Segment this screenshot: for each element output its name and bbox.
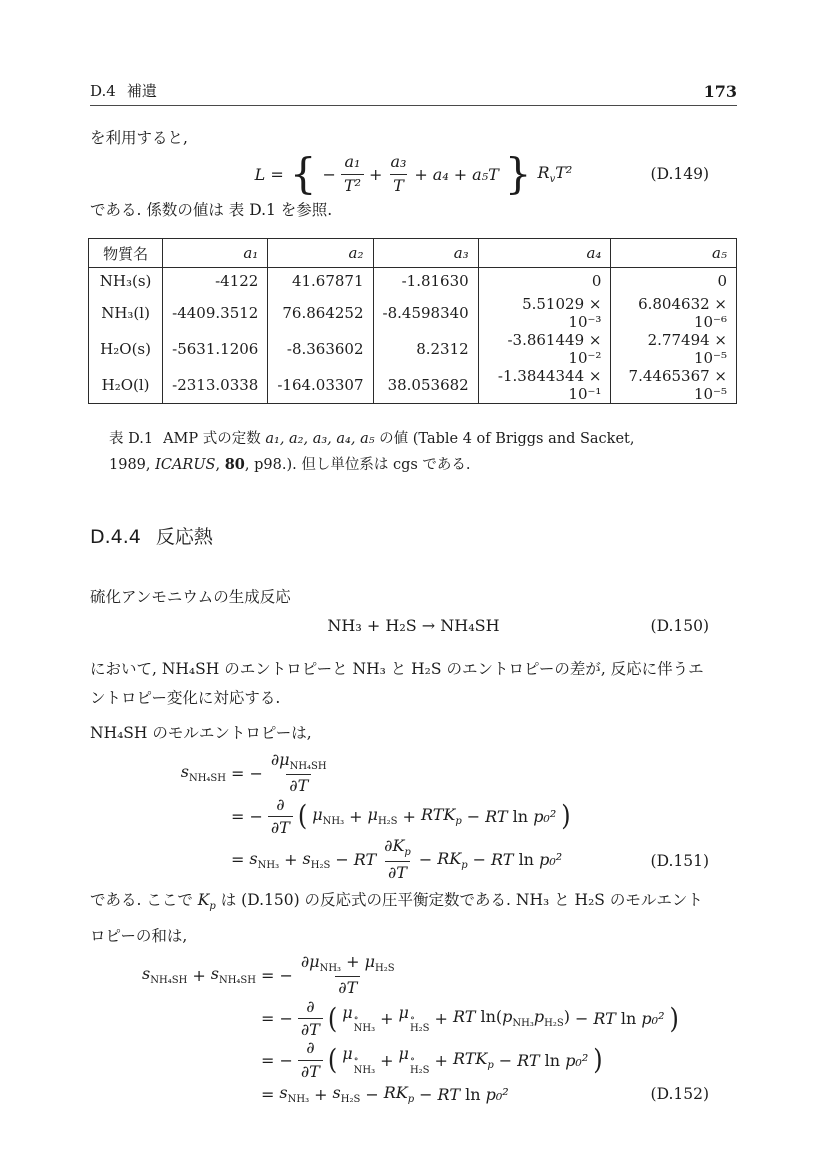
equation-151 bbox=[90, 751, 737, 883]
equals-minus: = − bbox=[261, 1009, 293, 1028]
term-RKp: $RK_p$ bbox=[383, 1083, 415, 1106]
table-cell: 5.51029 × 10⁻³ bbox=[478, 295, 611, 331]
section-heading-title: 反応熱 bbox=[155, 525, 213, 548]
term-sNH3: $s_{NH_3}$ bbox=[279, 1083, 310, 1106]
table-cell: H₂O(l) bbox=[101, 375, 150, 394]
table-cell: 41.67871 bbox=[268, 268, 373, 295]
equals-minus: = − bbox=[261, 1050, 293, 1070]
table-cell: 6.804632 × 10⁻⁶ bbox=[611, 295, 737, 331]
term-RTlnp0: RT ln p₀² bbox=[485, 806, 557, 826]
term-mu0-NH3: μ ∘ NH₃ bbox=[342, 1002, 376, 1034]
table-header-row bbox=[89, 239, 737, 268]
paragraph-line: ントロピー変化に対応する. bbox=[90, 688, 281, 707]
term-RTlnp0: RT ln p₀² bbox=[491, 850, 563, 870]
caption-text: AMP 式の定数 bbox=[163, 430, 266, 447]
term-RKp: $RK_p$ bbox=[437, 848, 468, 871]
table-header-cell: a₄ bbox=[478, 239, 611, 268]
equation-line bbox=[90, 998, 737, 1040]
right-brace: } bbox=[504, 149, 532, 198]
table-header-cell: 物質名 bbox=[89, 239, 163, 268]
fraction-d-dT: $\frac{\partial}{\partial T}$ bbox=[298, 1039, 323, 1081]
minus-sign: − bbox=[472, 850, 487, 870]
table-cell: NH₃(l) bbox=[101, 303, 150, 322]
table-cell: 8.2312 bbox=[373, 331, 478, 367]
equation-152 bbox=[90, 953, 737, 1108]
section-name: 補遺 bbox=[126, 82, 157, 100]
term-RTlnp0: RT ln p₀² bbox=[517, 1050, 589, 1070]
paragraph-line: ロピーの和は, bbox=[90, 926, 188, 945]
section-heading-number: D.4.4 bbox=[90, 525, 141, 548]
minus-sign: − bbox=[418, 850, 433, 870]
table-caption bbox=[90, 426, 737, 478]
equation-number: (D.151) bbox=[650, 852, 709, 871]
paragraph-kp bbox=[90, 886, 737, 950]
fraction-a1-T2: $\frac{\text{a₁}}{\text{T²}}$ bbox=[341, 153, 364, 195]
plus-sign: + bbox=[192, 965, 206, 985]
term-a4: a₄ bbox=[432, 164, 449, 184]
right-paren: ) bbox=[669, 1002, 679, 1035]
fraction-d-dT: $\frac{\partial}{\partial T}$ bbox=[298, 998, 323, 1040]
plus-sign: + bbox=[434, 1009, 448, 1028]
term-RTlnp0: RT ln p₀² bbox=[593, 1009, 665, 1028]
table-cell: -1.81630 bbox=[373, 268, 478, 295]
minus-sign: − bbox=[574, 1009, 589, 1028]
eq149-lhs: L = bbox=[254, 164, 284, 184]
plus-sign: + bbox=[284, 850, 298, 870]
reaction-formula: NH₃ + H₂S → NH₄SH bbox=[327, 616, 500, 635]
equals-sign: = bbox=[261, 1084, 275, 1104]
minus-sign: − bbox=[322, 164, 336, 184]
fraction-dmu-dT: $\frac{\partial\mu_{NH_4SH}}{\partial T}$ bbox=[270, 749, 327, 796]
table-header-cell: a₂ bbox=[268, 239, 373, 268]
paragraph-reaction: 硫化アンモニウムの生成反応 bbox=[90, 587, 291, 606]
table-cell: 0 bbox=[478, 268, 611, 295]
equals-sign: = bbox=[231, 850, 245, 870]
table-header-cell: a₁ bbox=[163, 239, 268, 268]
paragraph-intro: を利用すると, bbox=[90, 129, 188, 147]
paragraph-line: において, NH₄SH のエントロピーと NH₃ と H₂S のエントロピーの差が, 反応に伴うエ bbox=[90, 659, 704, 678]
equation-number: (D.152) bbox=[650, 1085, 709, 1104]
table-cell: NH₃(s) bbox=[99, 272, 152, 291]
plus-sign: + bbox=[414, 164, 428, 184]
equation-150 bbox=[90, 613, 737, 639]
term-RTKp: $RTK_p$ bbox=[452, 1049, 494, 1072]
fraction-d-dT: $\frac{\partial}{\partial T}$ bbox=[268, 796, 293, 838]
equation-149 bbox=[90, 150, 737, 198]
table-cell: -8.4598340 bbox=[373, 295, 478, 331]
caption-text: , bbox=[215, 456, 225, 473]
caption-year: 1989, bbox=[109, 456, 156, 473]
minus-sign: − bbox=[498, 1050, 513, 1070]
term-RTKp: $RTK_p$ bbox=[420, 805, 462, 828]
lhs-sNH4SH: $s_{NH_4SH}$ bbox=[210, 963, 256, 987]
table-cell: 38.053682 bbox=[373, 367, 478, 404]
table-cell: 76.864252 bbox=[268, 295, 373, 331]
paragraph-entropy bbox=[90, 655, 737, 713]
plus-sign: + bbox=[434, 1050, 448, 1070]
table-cell: 2.77494 × 10⁻⁵ bbox=[611, 331, 737, 367]
page-header bbox=[90, 80, 737, 106]
paragraph-line: である. ここで $K_p$ は (D.150) の反応式の圧平衡定数である. NH₃ と H₂S のモルエント bbox=[90, 891, 703, 913]
page-number: 173 bbox=[703, 82, 737, 101]
term-mu-NH3: $\mu_{NH_3}$ bbox=[312, 805, 345, 828]
caption-text: の値 (Table 4 of Briggs and Sacket, bbox=[374, 430, 635, 447]
term-mu0-H2S: μ ∘ H₂S bbox=[398, 1002, 430, 1034]
right-paren: ) bbox=[593, 1044, 603, 1077]
minus-sign: − bbox=[335, 850, 349, 870]
term-a5T: a₅T bbox=[472, 164, 499, 184]
fraction-dKp-dT: $\frac{\partial K_p}{\partial T}$ bbox=[384, 836, 411, 883]
term-sNH3: $s_{NH_3}$ bbox=[249, 848, 280, 871]
caption-journal: ICARUS bbox=[155, 456, 216, 473]
equation-number: (D.150) bbox=[650, 616, 709, 635]
minus-sign: − bbox=[466, 806, 481, 826]
table-row bbox=[89, 268, 737, 295]
table-cell: -4122 bbox=[163, 268, 268, 295]
term-RTln-pp: RT $\ln(p_{NH_3}p_{H_2S})$ bbox=[452, 1007, 570, 1030]
plus-sign: + bbox=[402, 806, 416, 826]
equals-minus: = − bbox=[231, 806, 263, 826]
plus-sign: + bbox=[314, 1084, 328, 1104]
term-sH2S: $s_{H_2S}$ bbox=[332, 1083, 361, 1106]
equation-line bbox=[90, 751, 737, 796]
fraction-dmusum-dT: $\frac{\partial\mu_{NH_3} + \mu_{H_2S}}{\partial T}$ bbox=[300, 951, 395, 998]
lhs-sNH4SH: $s_{NH_4SH}$ bbox=[180, 761, 226, 785]
caption-label: 表 D.1 bbox=[109, 430, 154, 447]
equation-line bbox=[90, 1039, 737, 1081]
table-cell: -8.363602 bbox=[268, 331, 373, 367]
paragraph-molar: NH₄SH のモルエントロピーは, bbox=[90, 723, 312, 742]
table-cell: -3.861449 × 10⁻² bbox=[478, 331, 611, 367]
left-paren: ( bbox=[327, 1044, 338, 1077]
term-RT: RT bbox=[353, 850, 377, 870]
minus-sign: − bbox=[365, 1084, 379, 1104]
plus-sign: + bbox=[453, 164, 468, 184]
table-cell: -4409.3512 bbox=[163, 295, 268, 331]
term-mu0-NH3: μ ∘ NH₃ bbox=[342, 1044, 376, 1076]
equation-line bbox=[90, 953, 737, 998]
term-mu0-H2S: μ ∘ H₂S bbox=[398, 1044, 430, 1076]
equation-line bbox=[90, 1081, 737, 1107]
table-cell: -5631.1206 bbox=[163, 331, 268, 367]
table-cell: H₂O(s) bbox=[100, 339, 151, 358]
term-sH2S: $s_{H_2S}$ bbox=[302, 848, 331, 871]
caption-vars: a₁, a₂, a₃, a₄, a₅ bbox=[265, 430, 375, 447]
table-row bbox=[89, 367, 737, 404]
minus-sign: − bbox=[419, 1084, 433, 1104]
table-cell: 0 bbox=[611, 268, 737, 295]
plus-sign: + bbox=[369, 164, 383, 184]
equation-line bbox=[90, 837, 737, 882]
table-header-cell: a₅ bbox=[611, 239, 737, 268]
lhs-sNH4SH: $s_{NH_4SH}$ bbox=[142, 963, 188, 987]
plus-sign: + bbox=[349, 806, 363, 826]
table-cell: -164.03307 bbox=[268, 367, 373, 404]
caption-volume: 80 bbox=[224, 455, 245, 473]
equation-line bbox=[90, 796, 737, 838]
factor-RvT2: $R_vT^2$ bbox=[537, 162, 573, 186]
left-paren: ( bbox=[297, 800, 308, 833]
equals-minus: = − bbox=[231, 763, 263, 783]
table-cell: 7.4465367 × 10⁻⁵ bbox=[611, 367, 737, 404]
left-brace: { bbox=[289, 149, 317, 198]
table-cell: -1.3844344 × 10⁻¹ bbox=[478, 367, 611, 404]
plus-sign: + bbox=[380, 1009, 394, 1028]
table-cell: -2313.0338 bbox=[163, 367, 268, 404]
paragraph-table-ref: である. 係数の値は 表 D.1 を参照. bbox=[90, 201, 333, 219]
coefficients-table bbox=[88, 238, 737, 404]
plus-sign: + bbox=[380, 1050, 394, 1070]
caption-text: , p98.). 但し単位系は cgs である. bbox=[244, 456, 471, 473]
fraction-a3-T: $\frac{\text{a₃}}{T}$ bbox=[390, 152, 407, 195]
running-section-title bbox=[90, 80, 157, 101]
right-paren: ) bbox=[561, 800, 571, 833]
equals-minus: = − bbox=[261, 965, 293, 985]
term-RTlnp0: RT ln p₀² bbox=[437, 1084, 509, 1104]
table-row bbox=[89, 295, 737, 331]
table-row bbox=[89, 331, 737, 367]
section-number: D.4 bbox=[90, 82, 116, 100]
term-mu-H2S: $\mu_{H_2S}$ bbox=[367, 805, 398, 828]
left-paren: ( bbox=[327, 1002, 338, 1035]
section-heading bbox=[90, 522, 737, 549]
table-header-cell: a₃ bbox=[373, 239, 478, 268]
equation-number: (D.149) bbox=[650, 165, 709, 183]
